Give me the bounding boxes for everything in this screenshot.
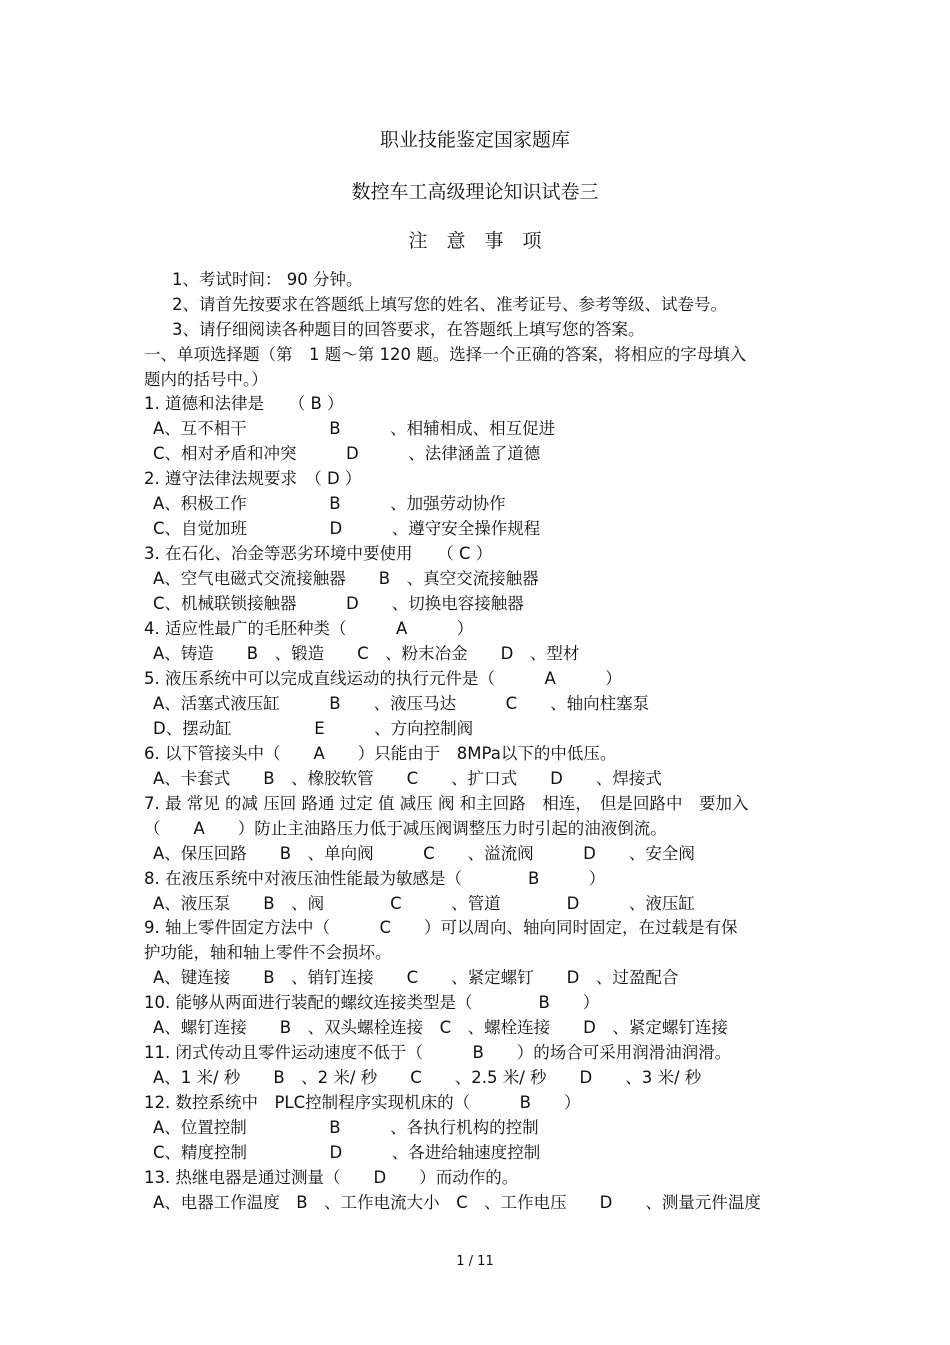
question-options: C、精度控制 D 、各进给轴速度控制 [153,1143,541,1162]
question-stem: 12. 数控系统中 PLC控制程序实现机床的（ B ） [144,1093,581,1112]
question-options: C、机械联锁接触器 D 、切换电容接触器 [153,594,524,613]
question-stem: 13. 热继电器是通过测量（ D ）而动作的。 [144,1168,519,1187]
question-options: D、摆动缸 E 、方向控制阀 [153,719,474,738]
question-stem: 4. 适应性最广的毛胚种类（ A ） [144,619,474,638]
question-options: A、卡套式 B 、橡胶软管 C 、扩口式 D 、焊接式 [153,769,662,788]
question-options: A、活塞式液压缸 B 、液压马达 C 、轴向柱塞泵 [153,694,650,713]
notice-item: 2、请首先按要求在答题纸上填写您的姓名、准考证号、参考等级、试卷号。 [172,295,727,314]
section-heading: 一、单项选择题（第 1 题～第 120 题。选择一个正确的答案，将相应的字母填入 [144,345,747,364]
question-stem: 3. 在石化、冶金等恶劣环境中要使用 （ C ） [144,544,493,563]
question-stem: 9. 轴上零件固定方法中（ C ）可以周向、轴向同时固定，在过载是有保 [144,918,738,937]
notice-heading: 注 意 事 项 [408,230,542,252]
question-stem: 2. 遵守法律法规要求 （ D ） [144,469,362,488]
question-options: A、空气电磁式交流接触器 B 、真空交流接触器 [153,569,539,588]
question-stem: 11. 闭式传动且零件运动速度不低于（ B ）的场合可采用润滑油润滑。 [144,1043,732,1062]
question-stem: 6. 以下管接头中（ A ）只能由于 8MPa以下的中低压。 [144,744,617,763]
notice-item: 3、请仔细阅读各种题目的回答要求，在答题纸上填写您的答案。 [172,320,645,339]
question-options: A、位置控制 B 、各执行机构的控制 [153,1118,539,1137]
question-options: A、1 米/ 秒 B 、2 米/ 秒 C 、2.5 米/ 秒 D 、3 米/ 秒 [153,1068,702,1087]
document-title: 职业技能鉴定国家题库 [379,129,570,151]
question-options: A、电器工作温度 B 、工作电流大小 C 、工作电压 D 、测量元件温度 [153,1193,761,1212]
page-number: 1 / 11 [456,1254,494,1269]
question-options: A、保压回路 B 、单向阀 C 、溢流阀 D 、安全阀 [153,844,695,863]
question-stem: 7. 最 常见 的减 压回 路通 过定 值 减压 阀 和主回路 相连， 但是回路中 要加入 [144,794,749,813]
question-stem: 10. 能够从两面进行装配的螺纹连接类型是（ B ） [144,993,600,1012]
question-options: C、自觉加班 D 、遵守安全操作规程 [153,519,541,538]
question-stem: 8. 在液压系统中对液压油性能最为敏感是（ B ） [144,869,606,888]
question-stem: （ A ）防止主油路压力低于减压阀调整压力时引起的油液倒流。 [144,819,667,838]
question-options: A、键连接 B 、销钉连接 C 、紧定螺钉 D 、过盈配合 [153,968,679,987]
question-stem: 1. 道德和法律是 （ B ） [144,394,344,413]
question-options: A、液压泵 B 、阀 C 、管道 D 、液压缸 [153,894,695,913]
question-options: A、互不相干 B 、相辅相成、相互促进 [153,419,556,438]
notice-item: 1、考试时间： 90 分钟。 [172,270,363,289]
question-options: A、铸造 B 、锻造 C 、粉末冶金 D 、型材 [153,644,580,663]
question-stem: 5. 液压系统中可以完成直线运动的执行元件是（ A ） [144,669,622,688]
question-stem: 护功能，轴和轴上零件不会损坏。 [144,943,392,962]
question-options: A、螺钉连接 B 、双头螺栓连接 C 、螺栓连接 D 、紧定螺钉连接 [153,1018,728,1037]
question-options: C、相对矛盾和冲突 D 、法律涵盖了道德 [153,444,541,463]
exam-subtitle: 数控车工高级理论知识试卷三 [351,181,599,203]
section-heading: 题内的括号中。） [144,370,268,389]
question-options: A、积极工作 B 、加强劳动协作 [153,494,506,513]
